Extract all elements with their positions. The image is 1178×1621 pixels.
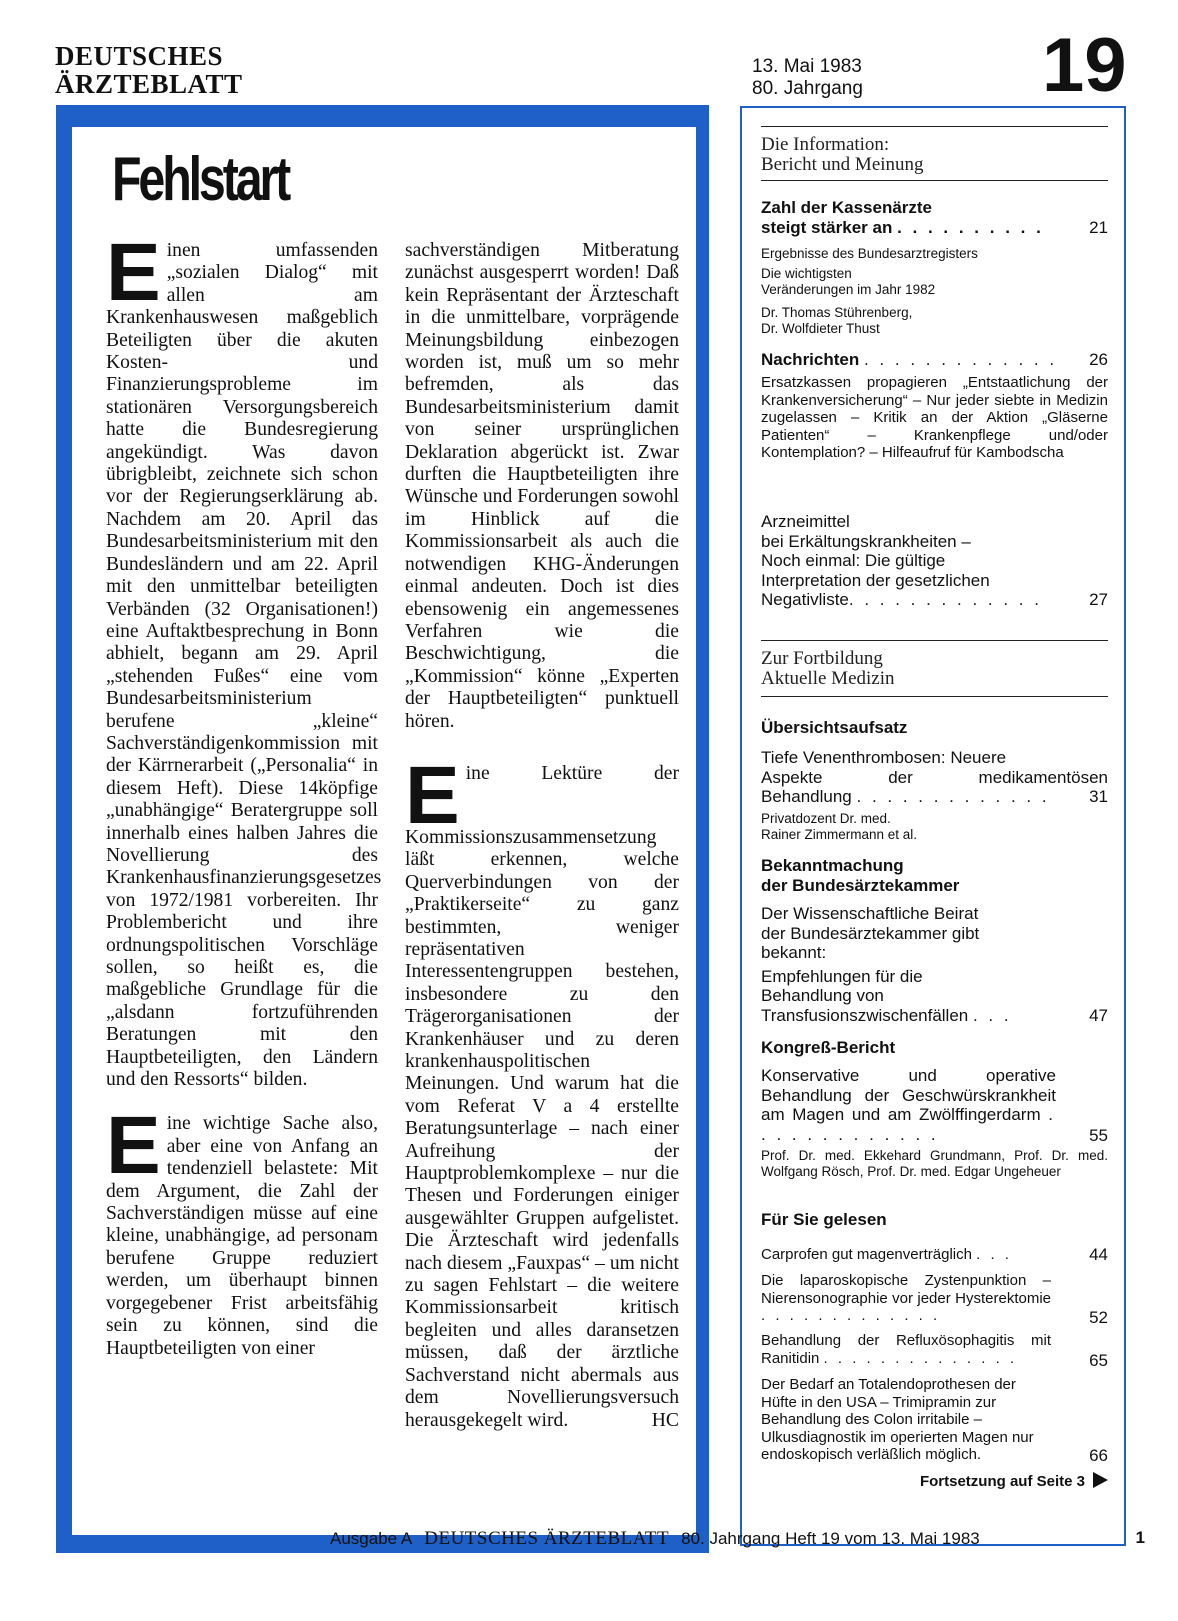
item-text: Die laparoskopische Zystenpunktion – Nierensonographie vor jeder Hysterektomie bbox=[761, 1272, 1051, 1307]
author-signature: HC bbox=[651, 1409, 679, 1431]
entry-line: Der Wissenschaftliche Beirat bbox=[761, 904, 979, 923]
section-line: Zur Fortbildung bbox=[761, 648, 883, 669]
section-line: Bericht und Meinung bbox=[761, 154, 924, 175]
article-column-1 bbox=[106, 227, 382, 1360]
dot-leader: . . . bbox=[976, 1246, 1012, 1263]
page-number: 26 bbox=[1089, 350, 1108, 369]
toc-item[interactable] bbox=[761, 1376, 1051, 1464]
footer-page-number: 1 bbox=[1135, 1528, 1145, 1547]
page-number: 47 bbox=[1089, 1005, 1108, 1025]
dot-leader: . . . . . . . . . . . . . bbox=[856, 787, 1050, 806]
page-footer bbox=[330, 1528, 1145, 1550]
divider bbox=[761, 126, 1108, 127]
entry-line: Behandlung von bbox=[761, 986, 884, 1005]
article-paragraph bbox=[405, 749, 679, 1432]
entry-title: Nachrichten bbox=[761, 350, 860, 369]
drop-cap: E bbox=[106, 1100, 161, 1192]
toc-entry-venenthrombosen[interactable] bbox=[761, 718, 1108, 843]
article-paragraph-cont bbox=[405, 240, 679, 733]
entry-subtitle: Die wichtigsten bbox=[761, 266, 852, 281]
masthead-logo bbox=[55, 42, 243, 98]
entry-line: Tiefe Venenthrombosen: Neuere bbox=[761, 748, 1007, 767]
entry-author: Dr. Thomas Stührenberg, bbox=[761, 305, 913, 320]
entry-author: Dr. Wolfdieter Thust bbox=[761, 321, 880, 336]
divider bbox=[761, 696, 1108, 697]
entry-title: steigt stärker an bbox=[761, 218, 893, 237]
section-line: Die Information: bbox=[761, 134, 890, 155]
divider bbox=[761, 180, 1108, 181]
toc-entry-fuer-sie-gelesen bbox=[761, 1210, 1108, 1230]
entry-authors: Prof. Dr. med. Ekkehard Grundmann, Prof. Dr. med. Wolfgang Rösch, Prof. Dr. med. Edgar Ungeheuer bbox=[761, 1148, 1108, 1179]
issue-volume: 80. Jahrgang bbox=[752, 78, 863, 99]
article-title: Fehlstart bbox=[112, 145, 289, 214]
entry-line: Aspekte der medikamentösen bbox=[761, 767, 1108, 787]
entry-line: bekannt: bbox=[761, 943, 827, 962]
toc-item[interactable] bbox=[761, 1272, 1051, 1325]
entry-subtitle: Veränderungen im Jahr 1982 bbox=[761, 282, 936, 297]
article-paragraph bbox=[106, 1100, 378, 1359]
drop-cap: E bbox=[405, 749, 460, 841]
footer-masthead: DEUTSCHES ÄRZTEBLATT bbox=[424, 1528, 670, 1549]
footer-edition: Ausgabe A bbox=[330, 1529, 413, 1548]
page-number: 55 bbox=[1089, 1126, 1108, 1145]
entry-text: Konservative und operative Behandlung der Geschwürskrankheit am Magen und am Zwölffingerdarm bbox=[761, 1066, 1056, 1124]
page-number: 21 bbox=[1089, 218, 1108, 237]
page-number: 65 bbox=[1089, 1351, 1108, 1370]
masthead-line2: ÄRZTEBLATT bbox=[55, 69, 243, 99]
entry-title: Zahl der Kassenärzte bbox=[761, 198, 933, 217]
issue-date: 13. Mai 1983 bbox=[752, 56, 862, 77]
dot-leader: . . . . . . . . . . . . . bbox=[863, 350, 1058, 369]
dot-leader: . . . . . . . . . . . . . bbox=[761, 1105, 1056, 1144]
entry-line: Arzneimittel bbox=[761, 512, 850, 531]
page-number: 27 bbox=[1089, 590, 1108, 609]
entry-line: Interpretation der gesetzlichen bbox=[761, 570, 990, 590]
footer-info: 80. Jahrgang Heft 19 vom 13. Mai 1983 bbox=[681, 1529, 980, 1548]
entry-heading: Kongreß-Bericht bbox=[761, 1038, 896, 1057]
entry-line: Empfehlungen für die bbox=[761, 966, 923, 986]
entry-heading: Bekanntmachung bbox=[761, 856, 904, 875]
paragraph-text: sachverständigen Mitberatung zunächst ausgesperrt worden! Daß kein Repräsentant der Ärzteschaft in die unmittelbare, vorprägende Meinungsbildung einbezogen worden ist, muß um so mehr befremden, als das Bundesarbeitsministerium damit von seiner ursprünglichen Deklaration abgerückt ist. Zwar durften die Hauptbeteiligten ihre Wünsche und Forderungen sowohl im Hinblick auf die Kommissionsarbeit als auch die notwendigen KHG-Änderungen einmal andeuten. Doch ist dies ebensowenig ein angemessenes Verfahren wie die Beschwichtigung, die „Kommission“ könne „Experten der Hauptbeteiligten“ punktuell hören. bbox=[405, 240, 679, 732]
issue-number: 19 bbox=[1042, 23, 1127, 108]
divider bbox=[761, 640, 1108, 641]
entry-text-wrap bbox=[761, 1066, 1056, 1144]
arrow-right-icon bbox=[1093, 1472, 1108, 1488]
toc-entry-nachrichten[interactable] bbox=[761, 350, 1108, 462]
entry-heading: der Bundesärztekammer bbox=[761, 876, 960, 895]
continued-link[interactable] bbox=[761, 1472, 1108, 1490]
page-number: 66 bbox=[1089, 1446, 1108, 1465]
entry-line: Transfusionszwischenfällen bbox=[761, 1005, 969, 1025]
entry-subtitle: Ergebnisse des Bundesarztregisters bbox=[761, 246, 978, 261]
page-number: 52 bbox=[1089, 1308, 1108, 1327]
dot-leader: . . . . . . . . . . bbox=[897, 218, 1044, 237]
drop-cap: E bbox=[106, 227, 161, 318]
masthead-line1: DEUTSCHES bbox=[55, 41, 224, 71]
entry-line: bei Erkältungskrankheiten – bbox=[761, 531, 971, 551]
continued-text: Fortsetzung auf Seite 3 bbox=[919, 1473, 1085, 1490]
paragraph-text: ine Lektüre der Kommissionszusammensetzung läßt erkennen, welche Querverbindungen von der „Praktikerseite“ zu ganz bestimmten, weniger repräsentativen Interessentengruppen bestehen, insbesondere zu den Trägerorganisationen der Krankenhäuser und zu deren krankenhauspolitischen Meinungen. Und warum hat die vom Referat V a 4 erstellte Beratungsunterlage – nach einer Aufreihung der Hauptproblemkomplexe – nur die Thesen und Forderungen einiger ausgewählter Gruppen aufgelistet. Die Ärzteschaft wird jedenfalls nach diesem „Fauxpas“ – um nicht zu sagen Fehlstart – die weitere Kommissionsarbeit kritisch begleiten und alles daransetzen müssen, daß der ärztliche Sachverstand nicht abermals aus dem Novellierungsversuch herausgekegelt wird. bbox=[405, 762, 679, 1431]
toc-entry-bundesaerztekammer[interactable] bbox=[761, 856, 1108, 1025]
paragraph-text: ine wichtige Sache also, aber eine von Anfang an tendenziell belastete: Mit dem Argument, die Zahl der Sachverständigen müsse auf eine kleine, unabhängige, ad personam berufene Gruppe reduziert werden, um überhaupt binnen vorgegebener Frist arbeitsfähig sein zu können, sind die Hauptbeteiligten von einer bbox=[106, 1113, 378, 1359]
page-number: 44 bbox=[1089, 1245, 1108, 1264]
table-of-contents bbox=[740, 106, 1126, 1546]
section-line: Aktuelle Medizin bbox=[761, 668, 895, 689]
dot-leader: . . . bbox=[972, 1005, 1012, 1025]
toc-entry-kassenaerzte[interactable] bbox=[761, 198, 1108, 337]
paragraph-text: inen umfassenden „sozialen Dialog“ mit allen am Krankenhauswesen maßgeblich Beteiligten über die akuten Kosten- und Finanzierungsprobleme im stationären Versorgungsbereich hatte die Bundesregierung angekündigt. Was davon übrigbleibt, zeichnete sich schon vor der Regierungserklärung ab. Nachdem am 20. April das Bundesarbeitsministerium mit den Bundesländern und am 22. April mit den unmittelbar beteiligten Verbänden (32 Organisationen!) eine Auftaktbesprechung in Bonn abhielt, begann am 29. April „stehenden Fußes“ eine vom Bundesarbeitsministerium berufene „kleine“ Sachverständigenkommission mit der Kärrnerarbeit („Personalia“ in diesem Heft). Diese 14köpfige „unabhängige“ Beratergruppe soll innerhalb eines halben Jahres die Novellierung des Krankenhausfinanzierungsgesetzes von 1972/1981 vorbereiten. Ihr Problembericht und ihre ordnungspolitischen Vorschläge sollen, so heißt es, die maßgebliche Grundlage für die „alsdann fortzuführenden Beratungen mit den Hauptbeteiligten, den Ländern und den Ressorts“ bilden. bbox=[106, 240, 382, 1091]
dot-leader: . . . . . . . . . . . . . . bbox=[823, 1349, 1018, 1367]
item-text: Der Bedarf an Totalendoprothesen der Hüfte in den USA – Trimipramin zur Behandlung des Colon irritabile – Ulkusdiagnostik im operierten Magen nur endoskopisch verläßlich möglich. bbox=[761, 1376, 1034, 1463]
entry-heading: Für Sie gelesen bbox=[761, 1210, 887, 1229]
toc-section-heading bbox=[761, 649, 1108, 689]
toc-section-heading bbox=[761, 135, 1108, 175]
dot-leader: . . . . . . . . . . . . . bbox=[761, 1307, 941, 1324]
page-number: 31 bbox=[1089, 787, 1108, 806]
entry-text: Ersatzkassen propagieren „Entstaatlichung der Krankenversicherung“ – Nur jeder siebte in Medizin zugelassen – Kritik an der Aktion „Gläserne Patienten“ – Krankenpflege und/oder Kontemplation? – Hilfeaufruf für Kambodscha bbox=[761, 374, 1108, 461]
entry-line: Negativliste bbox=[761, 590, 849, 609]
toc-entry-kongress[interactable] bbox=[761, 1038, 1108, 1180]
toc-entry-arzneimittel[interactable] bbox=[761, 512, 1108, 610]
issue-info bbox=[752, 56, 863, 100]
dot-leader: . . . . . . . . . . . . . bbox=[848, 590, 1042, 609]
entry-heading: Übersichtsaufsatz bbox=[761, 718, 908, 737]
entry-author: Privatdozent Dr. med. bbox=[761, 810, 891, 826]
article-paragraph bbox=[106, 227, 382, 1091]
entry-line: der Bundesärztekammer gibt bbox=[761, 923, 980, 943]
entry-line: Noch einmal: Die gültige bbox=[761, 551, 946, 570]
entry-line: Behandlung bbox=[761, 787, 852, 806]
toc-item[interactable] bbox=[761, 1246, 1108, 1264]
item-text: Behandlung der Refluxösophagitis mit Ranitidin bbox=[761, 1332, 1051, 1367]
article-column-2 bbox=[405, 240, 679, 1454]
item-text: Carprofen gut magenverträglich bbox=[761, 1246, 972, 1263]
toc-item[interactable] bbox=[761, 1332, 1051, 1367]
entry-author: Rainer Zimmermann et al. bbox=[761, 826, 918, 842]
